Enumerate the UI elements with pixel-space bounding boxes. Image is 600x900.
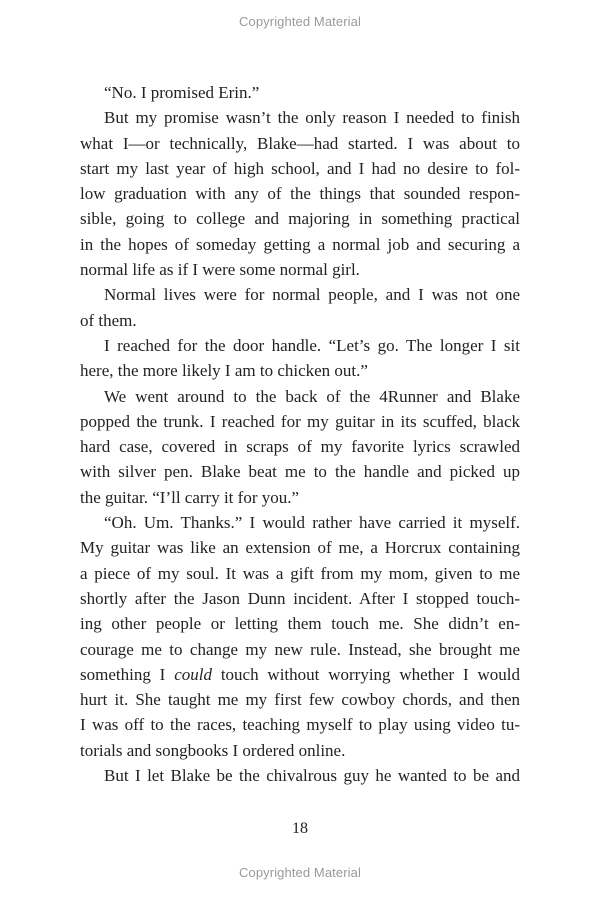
copyright-watermark-bottom: Copyrighted Material	[239, 865, 361, 880]
text-line: here, the more likely I am to chicken out.”	[80, 361, 368, 381]
text-line: We went around to the back of the 4Runner and Blake	[104, 386, 520, 406]
text-line: “Oh. Um. Thanks.” I would rather have carried it myself.	[104, 513, 520, 533]
text-line: what I—or technically, Blake—had started. I was about to	[80, 133, 520, 153]
text-line: low graduation with any of the things that sounded respon-	[80, 184, 520, 204]
text-line: in the hopes of someday getting a normal job and securing a	[80, 234, 520, 254]
text-line: But my promise wasn’t the only reason I needed to finish	[104, 108, 520, 128]
text-line: shortly after the Jason Dunn incident. After I stopped touch-	[80, 588, 520, 608]
page-number: 18	[292, 820, 308, 837]
text-segment: something I	[80, 664, 175, 684]
text-line: I was off to the races, teaching myself to play using video tu-	[80, 715, 520, 735]
text-line: with silver pen. Blake beat me to the handle and picked up	[80, 462, 520, 482]
text-line: the guitar. “I’ll carry it for you.”	[80, 487, 300, 507]
text-line: hurt it. She taught me my first few cowboy chords, and then	[80, 690, 520, 710]
text-line: I reached for the door handle. “Let’s go. The longer I sit	[104, 335, 520, 355]
text-line: courage me to change my new rule. Instead, she brought me	[80, 639, 520, 659]
text-line: hard case, covered in scraps of my favorite lyrics scrawled	[80, 437, 520, 457]
book-page-body	[80, 80, 520, 788]
text-line: torials and songbooks I ordered online.	[80, 740, 346, 760]
text-line: My guitar was like an extension of me, a Horcrux containing	[80, 538, 520, 558]
text-segment: touch without worrying whether I would	[211, 664, 520, 684]
text-line: popped the trunk. I reached for my guitar in its scuffed, black	[80, 411, 520, 431]
text-line: normal life as if I were some normal girl.	[80, 260, 360, 280]
copyright-watermark-top: Copyrighted Material	[239, 14, 361, 29]
text-line	[80, 662, 520, 687]
text-line: sible, going to college and majoring in something practical	[80, 209, 520, 229]
emphasized-word: could	[174, 664, 212, 684]
text-line: a piece of my soul. It was a gift from my mom, given to me	[80, 563, 520, 583]
text-line: Normal lives were for normal people, and I was not one	[104, 285, 520, 305]
text-line: of them.	[80, 310, 137, 330]
text-line: But I let Blake be the chivalrous guy he wanted to be and	[104, 766, 520, 786]
text-line: ing other people or letting them touch me. She didn’t en-	[80, 614, 520, 634]
text-line: start my last year of high school, and I had no desire to fol-	[80, 158, 520, 178]
text-line: “No. I promised Erin.”	[104, 83, 260, 102]
